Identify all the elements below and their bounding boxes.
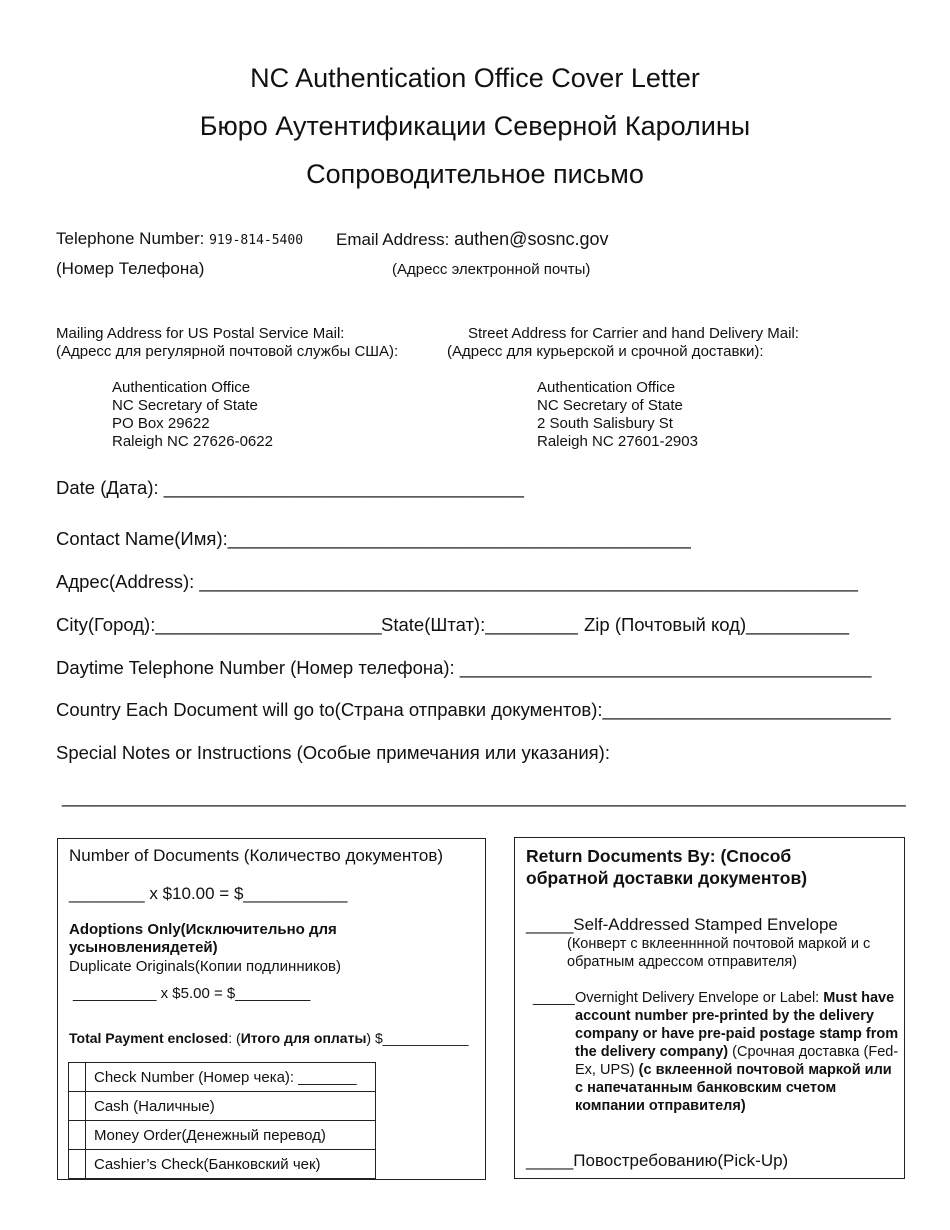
total-sep: : ( bbox=[228, 1030, 241, 1046]
date-field[interactable]: Date (Дата): ___________________________________ bbox=[56, 477, 524, 498]
envelope-label: Self-Addressed Stamped Envelope bbox=[573, 915, 838, 934]
email-label: Email Address: bbox=[336, 230, 450, 249]
envelope-label-ru: (Конверт с вклеенннной почтовой маркой и с обратным адрессом отправителя) bbox=[567, 936, 871, 970]
num-docs-label: Number of Documents (Количество документов) bbox=[69, 846, 444, 865]
total-blank: ) $___________ bbox=[366, 1030, 469, 1046]
address-line: NC Secretary of State bbox=[537, 397, 683, 414]
adoptions-label: Adoptions Only(Исключительно для усыновлениядетей) bbox=[69, 921, 337, 956]
overnight-label-ru: (Срочная доставка (Fed-Ex, UPS) bbox=[575, 1044, 899, 1078]
payment-method-table bbox=[68, 1062, 376, 1179]
daytime-phone-field[interactable]: Daytime Telephone Number (Номер телефона): ________________________________________ bbox=[56, 657, 872, 678]
check-number-checkbox[interactable] bbox=[69, 1063, 86, 1092]
mailing-label: Mailing Address for US Postal Service Mail: bbox=[56, 325, 345, 342]
cashiers-check-label: Cashier’s Check(Банковский чек) bbox=[86, 1150, 376, 1179]
address-line: Raleigh NC 27626-0622 bbox=[112, 433, 273, 450]
total-label-ru: Итого для оплаты bbox=[240, 1030, 367, 1046]
special-notes-line[interactable]: __________________________________________________________________________________ bbox=[62, 786, 906, 807]
address-line: Authentication Office bbox=[112, 379, 251, 396]
phone-label: Telephone Number: bbox=[56, 229, 205, 248]
street-label: Street Address for Carrier and hand Delivery Mail: bbox=[468, 325, 799, 342]
street-address bbox=[537, 379, 698, 451]
table-row bbox=[69, 1092, 376, 1121]
return-option-envelope[interactable] bbox=[526, 915, 838, 935]
mailing-label-ru: (Адресс для регулярной почтовой службы США): bbox=[56, 343, 399, 360]
money-order-checkbox[interactable] bbox=[69, 1121, 86, 1150]
phone-label-ru: (Номер Телефона) bbox=[56, 259, 205, 278]
overnight-requirement-ru: (с вклеенной почтовой маркой или с напечатанным банковским счетом компании отправителя) bbox=[575, 1062, 892, 1114]
phone-row bbox=[56, 229, 303, 249]
envelope-blank[interactable]: _____ bbox=[526, 915, 574, 934]
address-line: 2 South Salisbury St bbox=[537, 415, 673, 432]
street-label-ru: (Адресс для курьерской и срочной доставки): bbox=[447, 343, 764, 360]
duplicate-originals-label: Duplicate Originals(Копии подлинников) bbox=[69, 958, 342, 975]
overnight-label: Overnight Delivery Envelope or Label: bbox=[575, 990, 824, 1006]
table-row bbox=[69, 1150, 376, 1179]
city-field[interactable]: City(Город):______________________ bbox=[56, 614, 382, 635]
country-field[interactable]: Country Each Document will go to(Страна отправки документов):____________________________ bbox=[56, 699, 891, 720]
address-line: Raleigh NC 27601-2903 bbox=[537, 433, 698, 450]
address-line: NC Secretary of State bbox=[112, 397, 258, 414]
cash-checkbox[interactable] bbox=[69, 1092, 86, 1121]
title-russian: Бюро Аутентификации Северной Каролины bbox=[199, 111, 751, 141]
return-option-overnight bbox=[575, 989, 900, 1115]
total-payment-line[interactable] bbox=[69, 1030, 468, 1046]
money-order-label: Money Order(Денежный перевод) bbox=[86, 1121, 376, 1150]
address-field[interactable]: Адрес(Address): ________________________________________________________________ bbox=[56, 571, 858, 592]
cash-label: Cash (Наличные) bbox=[86, 1092, 376, 1121]
address-line: PO Box 29622 bbox=[112, 415, 210, 432]
duplicate-fee-line[interactable]: __________ x $5.00 = $_________ bbox=[73, 985, 311, 1002]
email-value: authen@sosnc.gov bbox=[454, 229, 609, 249]
mailing-address bbox=[112, 379, 273, 451]
email-label-ru: (Адресс электронной почты) bbox=[392, 261, 591, 278]
return-heading: Return Documents By: (Способ обратной доставки документов) bbox=[526, 846, 808, 888]
phone-value: 919-814-5400 bbox=[209, 233, 304, 248]
email-row bbox=[336, 229, 609, 250]
zip-field[interactable]: Zip (Почтовый код)__________ bbox=[584, 614, 849, 635]
check-number-label: Check Number (Номер чека): _______ bbox=[86, 1063, 376, 1092]
special-notes-label: Special Notes or Instructions (Особые примечания или указания): bbox=[56, 742, 610, 763]
address-line: Authentication Office bbox=[537, 379, 676, 396]
table-row bbox=[69, 1063, 376, 1092]
cashiers-check-checkbox[interactable] bbox=[69, 1150, 86, 1179]
contact-name-field[interactable]: Contact Name(Имя):_____________________________________________ bbox=[56, 528, 691, 549]
title-english: NC Authentication Office Cover Letter bbox=[250, 63, 700, 93]
overnight-blank[interactable]: _____ bbox=[533, 989, 575, 1006]
pickup-label: Повостребованию(Pick-Up) bbox=[573, 1151, 789, 1170]
overnight-requirement: Must have account number pre-printed by the delivery company or have pre-paid postage stamp from the delivery company) bbox=[575, 990, 899, 1060]
state-field[interactable]: State(Штат):_________ bbox=[381, 614, 578, 635]
pickup-blank[interactable]: _____ bbox=[526, 1151, 574, 1170]
subtitle-russian: Сопроводительное письмо bbox=[306, 159, 644, 189]
doc-fee-line[interactable]: ________ x $10.00 = $___________ bbox=[69, 884, 348, 903]
total-label: Total Payment enclosed bbox=[69, 1030, 229, 1046]
return-option-pickup[interactable] bbox=[526, 1151, 788, 1171]
table-row bbox=[69, 1121, 376, 1150]
